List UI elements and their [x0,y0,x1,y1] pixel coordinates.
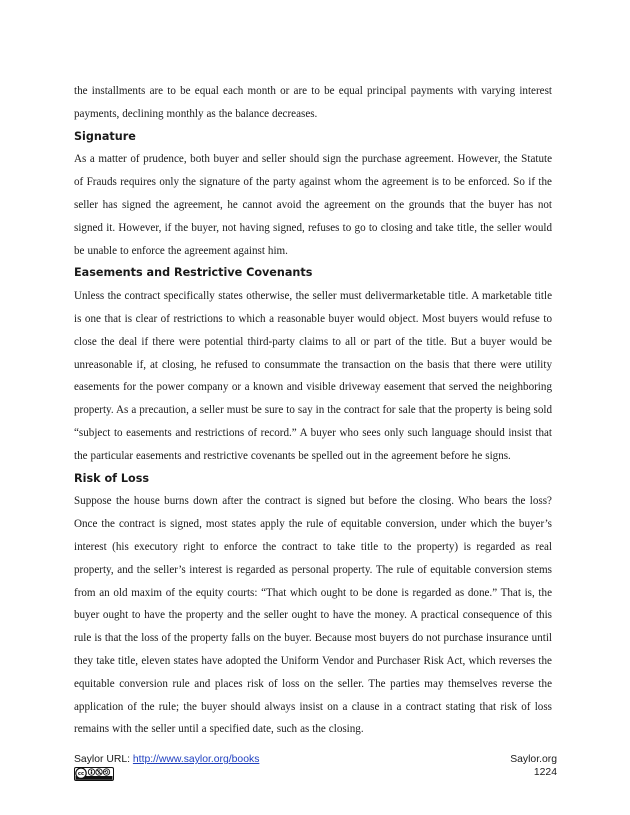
svg-text:cc: cc [77,771,85,778]
saylor-books-link[interactable]: http://www.saylor.org/books [132,754,260,765]
footer-page-info [510,753,557,779]
paragraph-installments: the installments are to be equal each month or are to be equal principal payments with varying interest payments, declining monthly as the balance decreases. [74,85,552,120]
heading-risk-of-loss: Risk of Loss [74,471,150,485]
paragraph-signature: As a matter of prudence, both buyer and seller should sign the purchase agreement. However, the Statute of Frauds requires only the signature of the party against whom the agreement is to be enforced. So if the seller has signed the agreement, he cannot avoid the agreement on the grounds that the buyer has not signed it. However, if the buyer, not having signed, refuses to go to closing and take title, the seller would be unable to enforce the agreement against him. [74,153,552,257]
page-number: 1224 [533,767,557,778]
footer-source [74,753,259,766]
paragraph-easements: Unless the contract specifically states otherwise, the seller must delivermarketable title. A marketable title is one that is clear of restrictions to which a reasonable buyer would object. Most buyers would refuse to close the deal if there were potential third-party claims to all or part of the title. But a buyer would be unreasonable if, at closing, he refused to consummate the transaction on the basis that there were utility easements for the power company or a known and visible driveway easement that served the neighboring property. As a precaution, a seller must be sure to say in the contract for sale that the property is being sold “subject to easements and restrictions of record.” A buyer who sees only such language should insist that the particular easements and restrictive covenants be spelled out in the agreement before he signs. [74,290,552,462]
footer-url-label: Saylor URL: [74,754,133,765]
heading-easements: Easements and Restrictive Covenants [74,266,313,280]
cc-by-nc-sa-badge-icon [74,767,114,781]
heading-signature: Signature [74,129,136,143]
footer-site: Saylor.org [510,754,557,765]
page-content [74,80,552,741]
paragraph-risk-of-loss: Suppose the house burns down after the contract is signed but before the closing. Who bears the loss? Once the contract is signed, most states apply the rule of equitable conversion, under which the buyer’s interest (his executory right to enforce the contract to take title to the property) is regarded as real property, and the seller’s interest is regarded as personal property. The rule of equitable conversion stems from an old maxim of the equity courts: “That which ought to be done is regarded as done.” That is, the buyer ought to have the property and the seller ought to have the money. A practical consequence of this rule is that the loss of the property falls on the buyer. Because most buyers do not purchase insurance until they take title, eleven states have adopted the Uniform Vendor and Purchaser Risk Act, which reverses the equitable conversion rule and places risk of loss on the seller. The parties may themselves reverse the application of the rule; the buyer should always insist on a clause in a contract stating that risk of loss remains with the seller until a specified date, such as the closing. [74,495,552,736]
